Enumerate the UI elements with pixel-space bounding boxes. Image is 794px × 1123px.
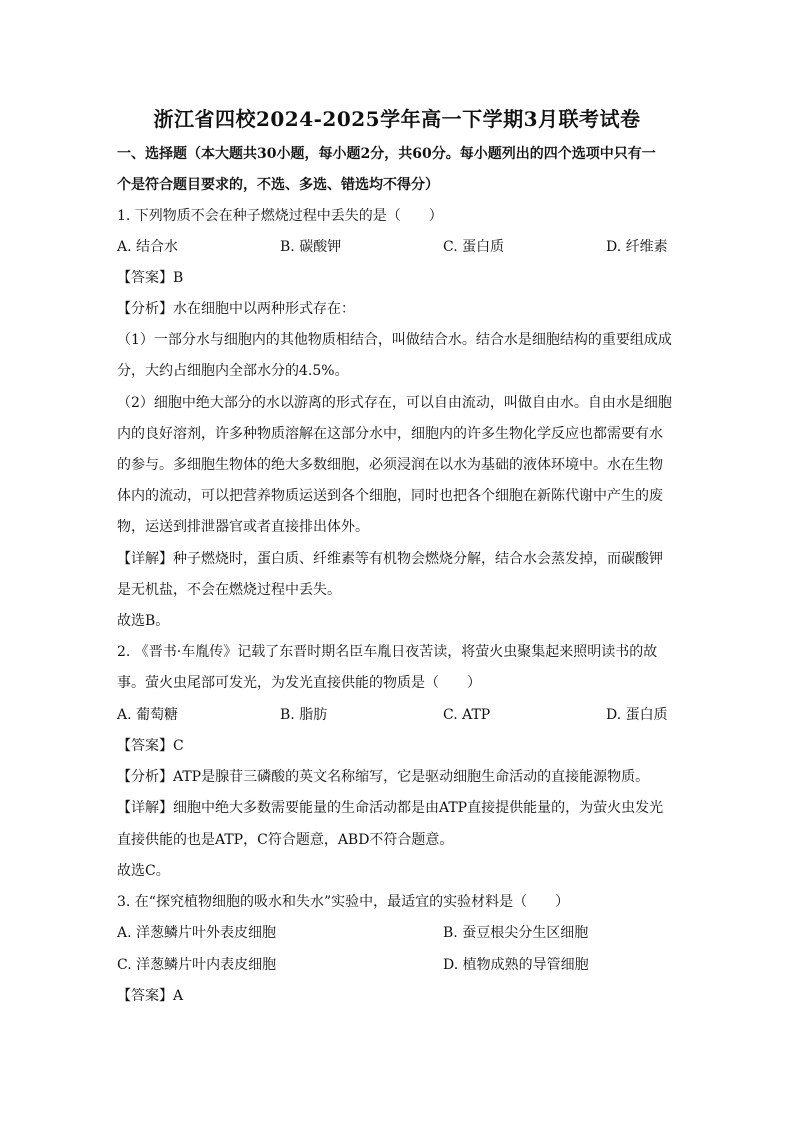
section-header-line-1: 一、选择题（本大题共30小题，每小题2分，共60分。每小题列出的四个选项中只有一 [117, 146, 656, 162]
q1-analysis-line: 【分析】水在细胞中以两种形式存在： [117, 301, 355, 317]
q3-option-a: A. 洋葱鳞片叶外表皮细胞 [117, 925, 277, 941]
q1-detail-line: 【详解】种子燃烧时，蛋白质、纤维素等有机物会燃烧分解，结合水会蒸发掉，而碳酸钾 [117, 551, 663, 567]
q2-choose: 故选C。 [117, 863, 170, 879]
q1-analysis-line: 内的良好溶剂，许多种物质溶解在这部分水中，细胞内的许多生物化学反应也都需要有水 [117, 426, 663, 442]
q1-analysis-line: 分，大约占细胞内全部水分的4.5%。 [117, 363, 349, 379]
q1-analysis-line: （1）一部分水与细胞内的其他物质相结合，叫做结合水。结合水是细胞结构的重要组成成 [117, 332, 672, 348]
q1-option-d: D. 纤维素 [606, 239, 668, 255]
q1-choose: 故选B。 [117, 613, 170, 629]
q3-option-b: B. 蚕豆根尖分生区细胞 [443, 925, 589, 941]
q1-analysis-line: 体内的流动，可以把营养物质运送到各个细胞，同时也把各个细胞在新陈代谢中产生的废 [117, 488, 663, 504]
q1-analysis-line: 的参与。多细胞生物体的绝大多数细胞，必须浸润在以水为基础的液体环境中。水在生物 [117, 457, 663, 473]
q1-analysis-line: （2）细胞中绝大部分的水以游离的形式存在，可以自由流动，叫做自由水。自由水是细胞 [117, 395, 672, 411]
q2-detail-line: 直接供能的也是ATP，C符合题意，ABD不符合题意。 [117, 832, 454, 848]
q2-option-c: C. ATP [443, 707, 491, 723]
q1-option-a: A. 结合水 [117, 239, 179, 255]
q1-analysis-line: 物，运送到排泄器官或者直接排出体外。 [117, 519, 369, 535]
q2-stem-line-1: 2. 《晋书·车胤传》记载了东晋时期名臣车胤日夜苦读，将萤火虫聚集起来照明读书的故 [117, 644, 658, 660]
q1-stem: 1. 下列物质不会在种子燃烧过程中丢失的是（ ） [117, 208, 443, 224]
q2-option-d: D. 蛋白质 [606, 707, 668, 723]
section-header-line-2: 个是符合题目要求的，不选、多选、错选均不得分） [117, 177, 439, 193]
q2-option-a: A. 葡萄糖 [117, 707, 179, 723]
q2-detail-line: 【详解】细胞中绝大多数需要能量的生命活动都是由ATP直接提供能量的，为萤火虫发光 [117, 800, 664, 816]
q1-option-c: C. 蛋白质 [443, 239, 505, 255]
q2-option-b: B. 脂肪 [280, 707, 328, 723]
q3-option-d: D. 植物成熟的导管细胞 [443, 957, 589, 973]
q3-stem: 3. 在“探究植物细胞的吸水和失水”实验中，最适宜的实验材料是（ ） [117, 894, 570, 910]
q1-option-b: B. 碳酸钾 [280, 239, 342, 255]
q2-analysis: 【分析】ATP是腺苷三磷酸的英文名称缩写，它是驱动细胞生命活动的直接能源物质。 [117, 769, 650, 785]
exam-title: 浙江省四校2024-2025学年高一下学期3月联考试卷 [153, 107, 641, 131]
q1-answer: 【答案】B [117, 270, 184, 286]
q3-option-c: C. 洋葱鳞片叶内表皮细胞 [117, 957, 277, 973]
q2-stem-line-2: 事。萤火虫尾部可发光，为发光直接供能的物质是（ ） [117, 675, 481, 691]
q3-answer: 【答案】A [117, 988, 184, 1004]
q2-answer: 【答案】C [117, 738, 184, 754]
q1-detail-line: 是无机盐，不会在燃烧过程中丢失。 [117, 582, 341, 598]
